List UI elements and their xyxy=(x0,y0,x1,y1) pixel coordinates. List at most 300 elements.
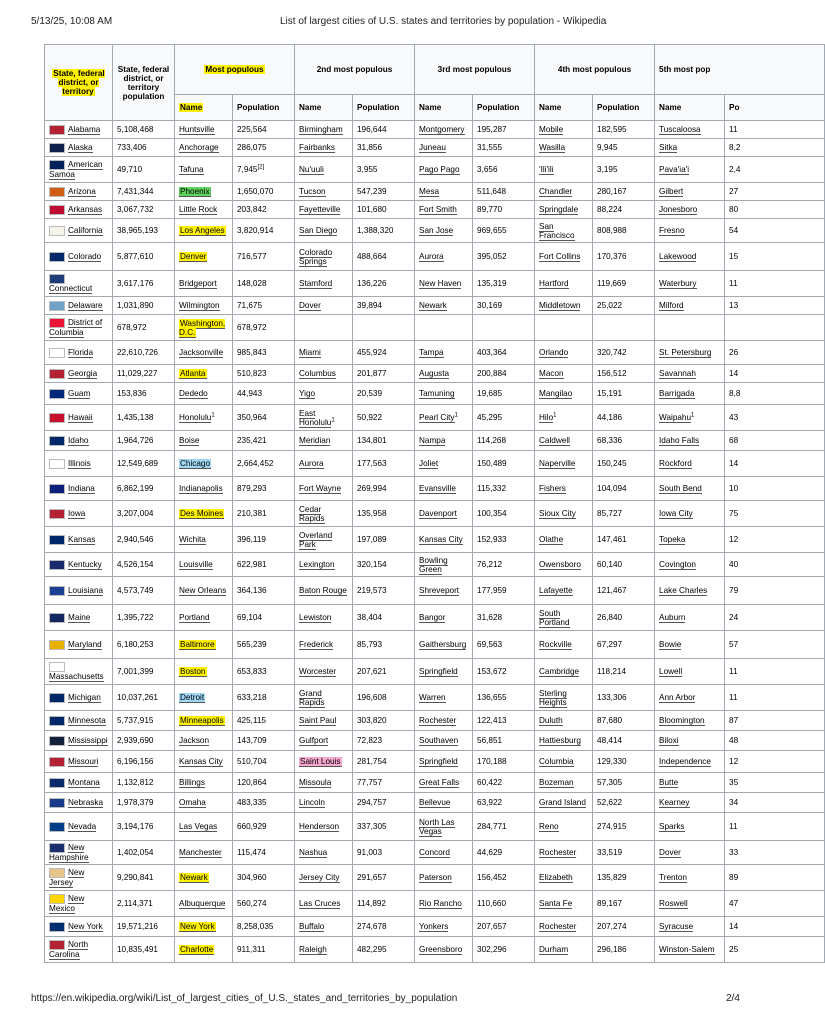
city-4-name-link[interactable]: Naperville xyxy=(539,459,576,468)
footnote-marker[interactable]: 1 xyxy=(553,412,557,419)
city-1-name-link[interactable]: Tafuna xyxy=(179,165,204,174)
city-4-name-link[interactable]: Durham xyxy=(539,945,569,954)
city-4-name-link[interactable]: Rochester xyxy=(539,922,577,931)
state-cell[interactable] xyxy=(45,431,113,451)
city-1-name-link[interactable]: Huntsville xyxy=(179,125,215,134)
city-3-name-link[interactable]: San Jose xyxy=(419,226,454,235)
city-4-name[interactable] xyxy=(535,183,593,201)
city-3-name-link[interactable]: Warren xyxy=(419,693,446,702)
city-3-name-link[interactable]: Gaithersburg xyxy=(419,640,467,649)
city-2-name[interactable] xyxy=(295,405,353,431)
city-5-name[interactable] xyxy=(655,271,725,297)
city-5-name-link[interactable]: Milford xyxy=(659,301,684,310)
city-5-name[interactable] xyxy=(655,201,725,219)
city-5-name[interactable] xyxy=(655,659,725,685)
city-2-name[interactable] xyxy=(295,297,353,315)
state-name-link[interactable]: Missouri xyxy=(68,756,99,766)
city-5-name-link[interactable]: Dover xyxy=(659,848,681,857)
city-4-name-link[interactable]: Owensboro xyxy=(539,560,581,569)
city-3-name-link[interactable]: Davenport xyxy=(419,509,457,518)
city-4-name[interactable] xyxy=(535,891,593,917)
city-1-name[interactable] xyxy=(175,431,233,451)
city-1-name-link[interactable]: Louisville xyxy=(179,560,213,569)
city-1-name-link[interactable]: Chicago xyxy=(180,459,211,468)
city-2-name-link[interactable]: Tucson xyxy=(299,187,326,196)
city-4-name[interactable] xyxy=(535,685,593,711)
city-2-name[interactable] xyxy=(295,365,353,383)
city-2-name-link[interactable]: Columbus xyxy=(299,369,336,378)
state-name-link[interactable]: Montana xyxy=(68,777,100,787)
city-4-name[interactable] xyxy=(535,711,593,731)
city-4-name[interactable] xyxy=(535,477,593,501)
city-3-name[interactable] xyxy=(415,297,473,315)
state-name-link[interactable]: American Samoa xyxy=(49,160,103,179)
city-2-name-link[interactable]: Birmingham xyxy=(299,125,343,134)
state-name-link[interactable]: Maryland xyxy=(68,639,102,649)
city-3-name[interactable] xyxy=(415,631,473,659)
city-4-name[interactable] xyxy=(535,553,593,577)
city-2-name[interactable] xyxy=(295,711,353,731)
city-3-name[interactable] xyxy=(415,711,473,731)
city-3-name[interactable] xyxy=(415,793,473,813)
city-5-name-link[interactable]: Barrigada xyxy=(659,389,695,398)
city-2-name-link[interactable]: Grand Rapids xyxy=(299,688,325,707)
city-4-name[interactable] xyxy=(535,773,593,793)
city-5-name[interactable] xyxy=(655,891,725,917)
city-4-name-link[interactable]: South Portland xyxy=(539,608,570,627)
city-3-name[interactable] xyxy=(415,365,473,383)
city-5-name-link[interactable]: Sparks xyxy=(659,822,685,831)
city-5-name[interactable] xyxy=(655,365,725,383)
city-1-name-link[interactable]: Honolulu xyxy=(179,413,212,422)
city-4-name-link[interactable]: Caldwell xyxy=(539,436,570,445)
state-cell[interactable] xyxy=(45,659,113,685)
city-5-name-link[interactable]: Gilbert xyxy=(659,187,684,196)
city-2-name[interactable] xyxy=(295,477,353,501)
city-5-name[interactable] xyxy=(655,685,725,711)
city-1-name[interactable] xyxy=(175,865,233,891)
city-1-name[interactable] xyxy=(175,157,233,183)
state-name-link[interactable]: New Mexico xyxy=(49,894,85,913)
city-4-name-link[interactable]: Lafayette xyxy=(539,586,573,595)
city-1-name-link[interactable]: Billings xyxy=(179,778,205,787)
state-name-link[interactable]: Mississippi xyxy=(68,735,108,745)
city-2-name[interactable] xyxy=(295,813,353,841)
state-name-link[interactable]: Massachusetts xyxy=(49,672,104,681)
city-3-name[interactable] xyxy=(415,731,473,751)
state-name-link[interactable]: Hawaii xyxy=(68,412,93,422)
city-3-name-link[interactable]: Rio Rancho xyxy=(419,899,462,908)
city-3-name-link[interactable]: Augusta xyxy=(419,369,450,378)
city-4-name[interactable] xyxy=(535,937,593,963)
city-4-name-link[interactable]: Rochester xyxy=(539,848,577,857)
city-4-name[interactable] xyxy=(535,405,593,431)
city-4-name[interactable] xyxy=(535,659,593,685)
city-3-name[interactable] xyxy=(415,841,473,865)
city-4-name-link[interactable]: Middletown xyxy=(539,301,581,310)
city-1-name-link[interactable]: Los Angeles xyxy=(180,226,225,235)
city-5-name[interactable] xyxy=(655,315,725,341)
city-3-name-link[interactable]: Tampa xyxy=(419,348,444,357)
city-2-name-link[interactable]: Colorado Springs xyxy=(299,247,333,266)
city-3-name[interactable] xyxy=(415,183,473,201)
city-4-name-link[interactable]: Fort Collins xyxy=(539,252,581,261)
city-1-name-link[interactable]: Wichita xyxy=(179,535,206,544)
city-1-name[interactable] xyxy=(175,201,233,219)
city-2-name[interactable] xyxy=(295,631,353,659)
city-4-name[interactable] xyxy=(535,431,593,451)
state-cell[interactable] xyxy=(45,577,113,605)
city-2-name[interactable] xyxy=(295,553,353,577)
city-4-name-link[interactable]: Mangilao xyxy=(539,389,573,398)
city-5-name-link[interactable]: Pava'ia'i xyxy=(659,165,690,174)
city-2-name[interactable] xyxy=(295,917,353,937)
city-2-name-link[interactable]: Worcester xyxy=(299,667,337,676)
footnote-marker[interactable]: [2] xyxy=(257,164,265,171)
city-2-name[interactable] xyxy=(295,243,353,271)
city-4-name[interactable] xyxy=(535,297,593,315)
state-name-link[interactable]: Arkansas xyxy=(68,204,103,214)
state-cell[interactable] xyxy=(45,793,113,813)
city-1-name-link[interactable]: Indianapolis xyxy=(179,484,223,493)
city-4-name[interactable] xyxy=(535,917,593,937)
city-4-name[interactable] xyxy=(535,631,593,659)
city-2-name[interactable] xyxy=(295,937,353,963)
city-3-name-link[interactable]: Kansas City xyxy=(419,535,463,544)
state-name-link[interactable]: Connecticut xyxy=(49,284,93,293)
state-name-link[interactable]: Maine xyxy=(68,612,91,622)
city-4-name[interactable] xyxy=(535,201,593,219)
city-2-name-link[interactable]: Overland Park xyxy=(299,530,333,549)
city-1-name[interactable] xyxy=(175,243,233,271)
city-5-name[interactable] xyxy=(655,631,725,659)
city-1-name-link[interactable]: Las Vegas xyxy=(179,822,218,831)
city-4-name[interactable] xyxy=(535,271,593,297)
state-cell[interactable] xyxy=(45,219,113,243)
city-3-name-link[interactable]: Pago Pago xyxy=(419,165,460,174)
state-name-link[interactable]: Delaware xyxy=(68,300,103,310)
city-2-name[interactable] xyxy=(295,773,353,793)
city-5-name[interactable] xyxy=(655,297,725,315)
state-cell[interactable] xyxy=(45,201,113,219)
city-4-name[interactable] xyxy=(535,383,593,405)
city-4-name-link[interactable]: Springdale xyxy=(539,205,579,214)
city-2-name[interactable] xyxy=(295,891,353,917)
city-1-name-link[interactable]: Baltimore xyxy=(180,640,215,649)
city-4-name-link[interactable]: Mobile xyxy=(539,125,564,134)
city-2-name[interactable] xyxy=(295,341,353,365)
city-2-name-link[interactable]: Henderson xyxy=(299,822,340,831)
city-1-name[interactable] xyxy=(175,183,233,201)
city-2-name-link[interactable]: Fayetteville xyxy=(299,205,341,214)
city-1-name-link[interactable]: Anchorage xyxy=(179,143,219,152)
city-5-name-link[interactable]: Trenton xyxy=(659,873,687,882)
city-5-name-link[interactable]: Independence xyxy=(659,757,711,766)
city-2-name[interactable] xyxy=(295,183,353,201)
city-3-name[interactable] xyxy=(415,383,473,405)
city-2-name-link[interactable]: East Honolulu xyxy=(299,408,332,427)
state-cell[interactable] xyxy=(45,917,113,937)
city-1-name-link[interactable]: Wilmington xyxy=(179,301,220,310)
city-1-name[interactable] xyxy=(175,121,233,139)
city-3-name-link[interactable]: Bellevue xyxy=(419,798,451,807)
city-5-name[interactable] xyxy=(655,841,725,865)
city-3-name-link[interactable]: Great Falls xyxy=(419,778,460,787)
city-1-name[interactable] xyxy=(175,841,233,865)
city-1-name[interactable] xyxy=(175,139,233,157)
footnote-marker[interactable]: 1 xyxy=(454,412,458,419)
city-4-name[interactable] xyxy=(535,139,593,157)
city-1-name[interactable] xyxy=(175,937,233,963)
city-4-name-link[interactable]: Wasilla xyxy=(539,143,566,152)
city-3-name[interactable] xyxy=(415,605,473,631)
city-3-name[interactable] xyxy=(415,773,473,793)
city-3-name-link[interactable]: Pearl City xyxy=(419,413,455,422)
state-name-link[interactable]: New Jersey xyxy=(49,868,85,887)
city-3-name[interactable] xyxy=(415,201,473,219)
city-5-name[interactable] xyxy=(655,793,725,813)
city-4-name[interactable] xyxy=(535,577,593,605)
city-2-name[interactable] xyxy=(295,219,353,243)
city-1-name-link[interactable]: Bridgeport xyxy=(179,279,217,288)
city-4-name-link[interactable]: Macon xyxy=(539,369,564,378)
city-3-name[interactable] xyxy=(415,451,473,477)
city-5-name-link[interactable]: Waipahu xyxy=(659,413,692,422)
city-2-name-link[interactable]: Missoula xyxy=(299,778,332,787)
city-5-name-link[interactable]: St. Petersburg xyxy=(659,348,712,357)
city-3-name[interactable] xyxy=(415,139,473,157)
city-1-name-link[interactable]: Detroit xyxy=(180,693,205,702)
city-3-name[interactable] xyxy=(415,501,473,527)
city-3-name-link[interactable]: North Las Vegas xyxy=(419,817,455,836)
city-3-name-link[interactable]: Evansville xyxy=(419,484,456,493)
city-5-name-link[interactable]: South Bend xyxy=(659,484,702,493)
city-2-name[interactable] xyxy=(295,451,353,477)
city-2-name-link[interactable]: Saint Paul xyxy=(299,716,337,725)
state-name-link[interactable]: Michigan xyxy=(68,692,101,702)
city-2-name[interactable] xyxy=(295,605,353,631)
state-cell[interactable] xyxy=(45,315,113,341)
city-4-name-link[interactable]: Reno xyxy=(539,822,559,831)
city-4-name-link[interactable]: Chandler xyxy=(539,187,573,196)
city-1-name[interactable] xyxy=(175,813,233,841)
city-5-name[interactable] xyxy=(655,751,725,773)
city-4-name[interactable] xyxy=(535,751,593,773)
city-2-name[interactable] xyxy=(295,865,353,891)
city-4-name-link[interactable]: Hilo xyxy=(539,413,554,422)
city-4-name[interactable] xyxy=(535,841,593,865)
state-cell[interactable] xyxy=(45,121,113,139)
city-1-name[interactable] xyxy=(175,917,233,937)
city-2-name-link[interactable]: Lexington xyxy=(299,560,335,569)
city-4-name[interactable] xyxy=(535,341,593,365)
state-name-link[interactable]: Indiana xyxy=(68,483,95,493)
city-5-name-link[interactable]: Lowell xyxy=(659,667,683,676)
city-5-name[interactable] xyxy=(655,731,725,751)
state-cell[interactable] xyxy=(45,865,113,891)
city-1-name[interactable] xyxy=(175,659,233,685)
city-3-name-link[interactable]: New Haven xyxy=(419,279,462,288)
city-3-name-link[interactable]: Joliet xyxy=(419,459,439,468)
city-2-name[interactable] xyxy=(295,751,353,773)
state-cell[interactable] xyxy=(45,631,113,659)
state-name-link[interactable]: Alabama xyxy=(68,124,101,134)
city-5-name-link[interactable]: Butte xyxy=(659,778,679,787)
state-cell[interactable] xyxy=(45,477,113,501)
city-4-name-link[interactable]: Bozeman xyxy=(539,778,574,787)
city-5-name-link[interactable]: Waterbury xyxy=(659,279,697,288)
city-4-name-link[interactable]: Sioux City xyxy=(539,509,576,518)
city-4-name[interactable] xyxy=(535,813,593,841)
city-5-name-link[interactable]: Covington xyxy=(659,560,696,569)
city-1-name-link[interactable]: Newark xyxy=(180,873,208,882)
state-name-link[interactable]: Nevada xyxy=(68,821,97,831)
city-1-name[interactable] xyxy=(175,891,233,917)
state-cell[interactable] xyxy=(45,527,113,553)
city-4-name-link[interactable]: Hattiesburg xyxy=(539,736,581,745)
state-name-link[interactable]: New Hampshire xyxy=(49,843,89,862)
city-2-name-link[interactable]: San Diego xyxy=(299,226,338,235)
city-1-name[interactable] xyxy=(175,553,233,577)
city-2-name[interactable] xyxy=(295,685,353,711)
state-name-link[interactable]: Minnesota xyxy=(68,715,106,725)
city-5-name[interactable] xyxy=(655,527,725,553)
city-5-name-link[interactable]: Syracuse xyxy=(659,922,694,931)
state-cell[interactable] xyxy=(45,341,113,365)
city-4-name-link[interactable]: Fishers xyxy=(539,484,566,493)
state-cell[interactable] xyxy=(45,605,113,631)
city-5-name-link[interactable]: Rockford xyxy=(659,459,692,468)
city-1-name-link[interactable]: Albuquerque xyxy=(179,899,226,908)
city-5-name-link[interactable]: Jonesboro xyxy=(659,205,698,214)
city-5-name-link[interactable]: Sitka xyxy=(659,143,678,152)
city-1-name-link[interactable]: Atlanta xyxy=(180,369,206,378)
city-4-name[interactable] xyxy=(535,365,593,383)
city-1-name[interactable] xyxy=(175,315,233,341)
city-3-name[interactable] xyxy=(415,243,473,271)
city-3-name-link[interactable]: Juneau xyxy=(419,143,446,152)
city-2-name-link[interactable]: Lewiston xyxy=(299,613,332,622)
city-1-name[interactable] xyxy=(175,527,233,553)
city-1-name[interactable] xyxy=(175,271,233,297)
state-name-link[interactable]: Nebraska xyxy=(68,797,104,807)
city-1-name-link[interactable]: Phoenix xyxy=(180,187,210,196)
city-5-name-link[interactable]: Fresno xyxy=(659,226,685,235)
city-1-name[interactable] xyxy=(175,501,233,527)
city-4-name-link[interactable]: 'Ili'ili xyxy=(539,165,554,174)
city-4-name-link[interactable]: Elizabeth xyxy=(539,873,573,882)
city-2-name-link[interactable]: Meridian xyxy=(299,436,331,445)
state-name-link[interactable]: Idaho xyxy=(68,435,89,445)
state-cell[interactable] xyxy=(45,271,113,297)
city-1-name-link[interactable]: Boston xyxy=(180,667,206,676)
city-5-name-link[interactable]: Topeka xyxy=(659,535,686,544)
city-5-name[interactable] xyxy=(655,157,725,183)
city-4-name-link[interactable]: Sterling Heights xyxy=(539,688,567,707)
city-1-name-link[interactable]: Charlotte xyxy=(180,945,214,954)
city-5-name[interactable] xyxy=(655,577,725,605)
city-1-name[interactable] xyxy=(175,297,233,315)
city-3-name[interactable] xyxy=(415,553,473,577)
state-name-link[interactable]: Guam xyxy=(68,388,91,398)
city-3-name[interactable] xyxy=(415,157,473,183)
state-name-link[interactable]: Alaska xyxy=(68,142,93,152)
city-1-name[interactable] xyxy=(175,451,233,477)
city-2-name[interactable] xyxy=(295,841,353,865)
city-3-name-link[interactable]: Greensboro xyxy=(419,945,463,954)
city-5-name[interactable] xyxy=(655,431,725,451)
city-2-name[interactable] xyxy=(295,271,353,297)
city-5-name-link[interactable]: Lake Charles xyxy=(659,586,708,595)
state-name-link[interactable]: North Carolina xyxy=(49,940,89,959)
state-cell[interactable] xyxy=(45,553,113,577)
city-2-name-link[interactable]: Frederick xyxy=(299,640,334,649)
city-5-name[interactable] xyxy=(655,605,725,631)
state-name-link[interactable]: New York xyxy=(68,921,103,931)
city-2-name-link[interactable]: Dover xyxy=(299,301,321,310)
state-name-link[interactable]: California xyxy=(68,225,103,235)
city-3-name[interactable] xyxy=(415,577,473,605)
city-3-name-link[interactable]: Nampa xyxy=(419,436,446,445)
state-cell[interactable] xyxy=(45,711,113,731)
city-3-name-link[interactable]: Fort Smith xyxy=(419,205,457,214)
city-2-name[interactable] xyxy=(295,659,353,685)
city-2-name-link[interactable]: Yigo xyxy=(299,389,316,398)
state-name-link[interactable]: Colorado xyxy=(68,251,102,261)
city-4-name[interactable] xyxy=(535,157,593,183)
city-3-name-link[interactable]: Bangor xyxy=(419,613,446,622)
state-cell[interactable] xyxy=(45,731,113,751)
footnote-marker[interactable]: 1 xyxy=(331,416,335,423)
city-3-name[interactable] xyxy=(415,271,473,297)
city-5-name[interactable] xyxy=(655,139,725,157)
city-2-name-link[interactable]: Raleigh xyxy=(299,945,327,954)
state-cell[interactable] xyxy=(45,243,113,271)
city-2-name[interactable] xyxy=(295,157,353,183)
city-2-name-link[interactable]: Gulfport xyxy=(299,736,329,745)
city-4-name[interactable] xyxy=(535,451,593,477)
city-4-name-link[interactable]: Olathe xyxy=(539,535,564,544)
footnote-marker[interactable]: 1 xyxy=(691,412,695,419)
city-5-name[interactable] xyxy=(655,937,725,963)
city-2-name-link[interactable]: Lincoln xyxy=(299,798,325,807)
state-cell[interactable] xyxy=(45,501,113,527)
city-3-name[interactable] xyxy=(415,219,473,243)
city-4-name[interactable] xyxy=(535,793,593,813)
city-3-name-link[interactable]: Bowling Green xyxy=(419,555,448,574)
city-1-name[interactable] xyxy=(175,751,233,773)
city-5-name[interactable] xyxy=(655,477,725,501)
state-cell[interactable] xyxy=(45,891,113,917)
city-3-name-link[interactable]: Aurora xyxy=(419,252,444,261)
city-5-name-link[interactable]: Bowie xyxy=(659,640,682,649)
city-5-name[interactable] xyxy=(655,553,725,577)
city-2-name[interactable] xyxy=(295,793,353,813)
state-cell[interactable] xyxy=(45,139,113,157)
city-5-name-link[interactable]: Iowa City xyxy=(659,509,693,518)
city-1-name[interactable] xyxy=(175,605,233,631)
state-name-link[interactable]: Kentucky xyxy=(68,559,102,569)
city-5-name-link[interactable]: Ann Arbor xyxy=(659,693,696,702)
city-3-name[interactable] xyxy=(415,917,473,937)
city-3-name-link[interactable]: Paterson xyxy=(419,873,452,882)
city-3-name[interactable] xyxy=(415,121,473,139)
state-cell[interactable] xyxy=(45,773,113,793)
city-3-name-link[interactable]: Concord xyxy=(419,848,450,857)
city-3-name[interactable] xyxy=(415,341,473,365)
city-2-name-link[interactable]: Fairbanks xyxy=(299,143,335,152)
city-2-name[interactable] xyxy=(295,201,353,219)
